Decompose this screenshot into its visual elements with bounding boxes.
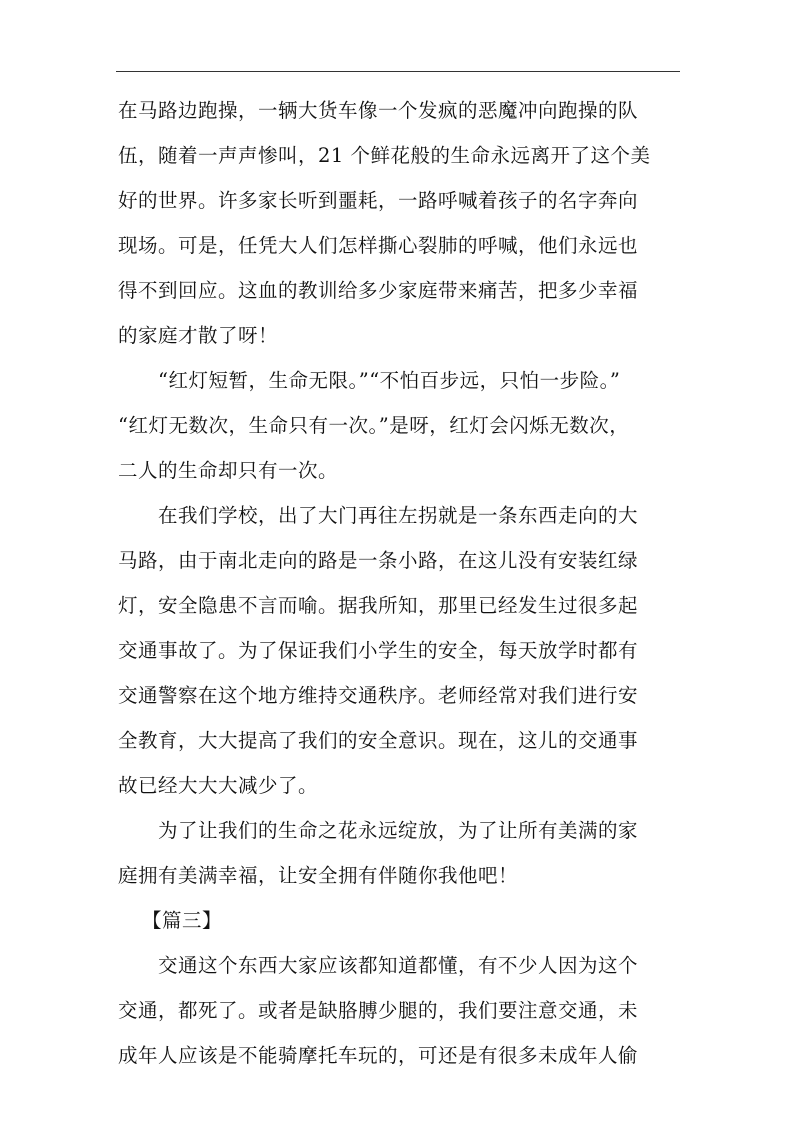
text-line: 好的世界。许多家长听到噩耗，一路呼喊着孩子的名字奔向: [118, 189, 639, 212]
text-line: 伍，随着一声声惨叫，21 个鲜花般的生命永远离开了这个美: [118, 144, 651, 167]
text-line: 全教育，大大提高了我们的安全意识。现在，这儿的交通事: [118, 729, 639, 752]
header-rule: [116, 71, 680, 72]
text-line: 交通，都死了。或者是缺胳膊少腿的，我们要注意交通，未: [118, 999, 639, 1022]
paragraph: [118, 358, 684, 493]
text-line: “红灯无数次，生命只有一次。”是呀，红灯会闪烁无数次，: [118, 414, 630, 437]
text-line: 灯，安全隐患不言而喻。据我所知，那里已经发生过很多起: [118, 594, 639, 617]
text-line: 交通这个东西大家应该都知道都懂，有不少人因为这个: [158, 954, 639, 977]
text-line: 在马路边跑操，一辆大货车像一个发疯的恶魔冲向跑操的队: [118, 99, 639, 122]
paragraph: [118, 88, 684, 358]
text-line: 故已经大大大减少了。: [118, 774, 319, 797]
section-heading: [118, 898, 684, 943]
text-line: 交通警察在这个地方维持交通秩序。老师经常对我们进行安: [118, 684, 639, 707]
paragraph: [118, 493, 684, 808]
text-line: 马路，由于南北走向的路是一条小路，在这儿没有安装红绿: [118, 549, 639, 572]
paragraph: [118, 808, 684, 898]
text-line: 在我们学校，出了大门再往左拐就是一条东西走向的大: [158, 504, 639, 527]
text-line: 的家庭才散了呀！: [118, 324, 279, 347]
text-line: 二人的生命却只有一次。: [118, 459, 339, 482]
text-line: 现场。可是，任凭大人们怎样撕心裂肺的呼喊，他们永远也: [118, 234, 639, 257]
text-line: 庭拥有美满幸福，让安全拥有伴随你我他吧！: [118, 864, 519, 887]
document-body: [118, 88, 684, 1078]
text-line: 为了让我们的生命之花永远绽放，为了让所有美满的家: [158, 819, 639, 842]
text-line: 成年人应该是不能骑摩托车玩的，可还是有很多未成年人偷: [118, 1044, 639, 1067]
paragraph: [118, 943, 684, 1078]
section-heading-text: 【篇三】: [142, 909, 223, 932]
text-line: 得不到回应。这血的教训给多少家庭带来痛苦，把多少幸福: [118, 279, 639, 302]
text-line: “红灯短暂，生命无限。”“不怕百步远，只怕一步险。”: [158, 369, 621, 392]
text-line: 交通事故了。为了保证我们小学生的安全，每天放学时都有: [118, 639, 639, 662]
